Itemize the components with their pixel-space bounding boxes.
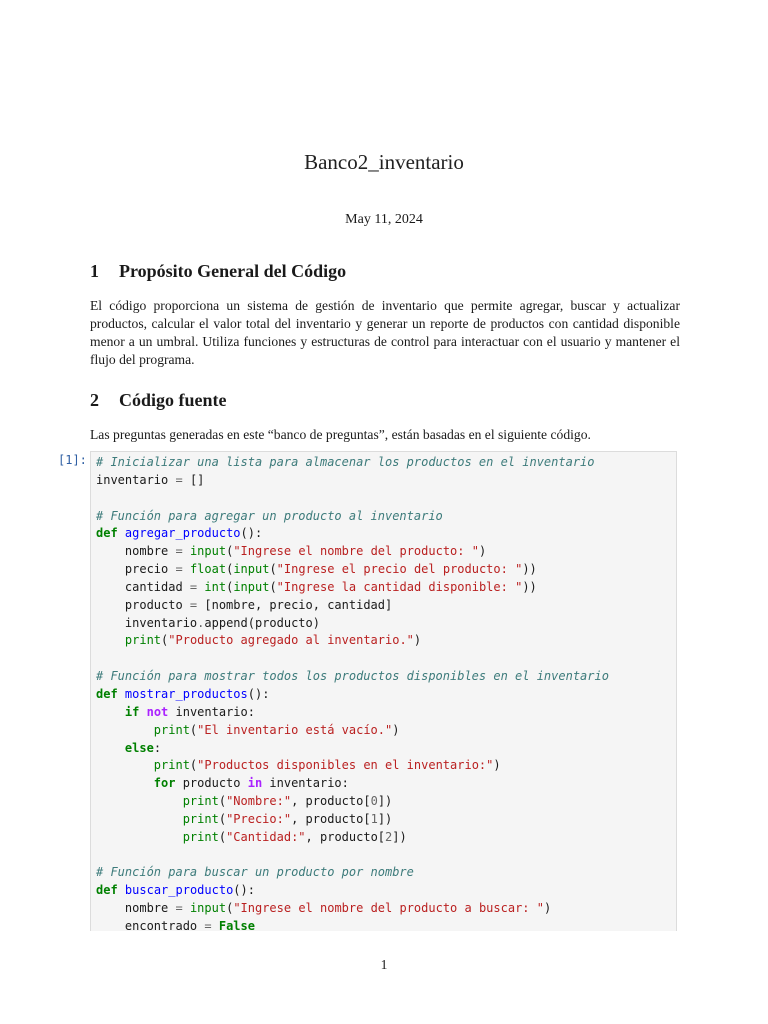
- code-line: [96, 525, 676, 543]
- code-cell[interactable]: [90, 451, 677, 931]
- code-token: "Ingrese el precio del producto: ": [276, 562, 523, 577]
- code-token: float: [189, 562, 227, 577]
- code-token: in: [247, 776, 263, 791]
- code-line: [96, 579, 676, 597]
- code-token: precio: [96, 562, 176, 577]
- section-number: 2: [90, 390, 99, 410]
- section-title: Código fuente: [119, 390, 227, 410]
- code-token: print: [182, 829, 219, 844]
- code-token: , producto[: [291, 794, 371, 809]
- code-token: (: [226, 562, 234, 577]
- code-token: print: [124, 633, 162, 648]
- code-line: [96, 900, 676, 918]
- code-line: [96, 668, 676, 686]
- code-token: input: [189, 901, 227, 916]
- code-token: , producto[: [305, 829, 386, 844]
- code-token: (: [269, 562, 277, 577]
- code-token: # Inicializar una lista para almacenar los productos en el inventario: [96, 455, 595, 469]
- code-token: =: [175, 544, 183, 559]
- code-token: [96, 758, 154, 772]
- code-token: [118, 526, 125, 540]
- document-title: Banco2_inventario: [304, 150, 464, 174]
- code-token: , producto[: [291, 811, 371, 826]
- code-line: [96, 793, 676, 811]
- code-token: ]): [377, 811, 393, 826]
- page-number: 1: [380, 957, 388, 972]
- code-token: [118, 687, 125, 701]
- code-token: for: [153, 776, 176, 791]
- code-token: inventario: [96, 615, 198, 630]
- code-line: [96, 811, 676, 829]
- code-token: ): [392, 722, 400, 737]
- code-token: [139, 705, 146, 719]
- code-token: ]): [392, 829, 407, 844]
- code-token: [96, 633, 125, 647]
- code-token: ): [413, 633, 422, 648]
- code-token: "Precio:": [226, 811, 292, 826]
- code-token: encontrado: [96, 918, 205, 931]
- code-token: ():: [247, 686, 270, 701]
- code-token: (: [269, 579, 277, 594]
- code-token: if: [124, 704, 140, 719]
- code-token: [212, 919, 219, 931]
- code-line: [96, 740, 676, 758]
- code-token: ]): [377, 794, 393, 809]
- code-token: input: [233, 562, 270, 577]
- code-token: agregar_producto: [124, 526, 241, 541]
- code-token: input: [233, 579, 270, 594]
- code-token: (: [161, 633, 169, 648]
- code-token: =: [189, 579, 198, 594]
- section-title: Propósito General del Código: [119, 261, 347, 281]
- code-token: [183, 901, 190, 915]
- code-token: (: [226, 544, 234, 559]
- code-token: =: [189, 597, 198, 612]
- code-token: "Ingrese el nombre del producto: ": [233, 544, 479, 559]
- code-line: [96, 882, 676, 900]
- code-token: not: [146, 704, 169, 719]
- code-token: print: [182, 811, 219, 826]
- code-token: (: [218, 811, 227, 826]
- code-token: =: [175, 901, 183, 916]
- code-token: buscar_producto: [124, 883, 234, 898]
- code-token: )): [522, 562, 537, 577]
- code-token: inventario: [96, 472, 176, 487]
- code-token: "Nombre:": [226, 794, 292, 809]
- code-token: def: [96, 883, 118, 898]
- code-line: [96, 490, 676, 508]
- code-token: ): [543, 901, 552, 916]
- code-token: cantidad: [96, 579, 190, 594]
- code-line: [96, 722, 676, 740]
- code-token: [96, 794, 183, 808]
- code-token: inventario:: [168, 704, 255, 719]
- code-token: 0: [370, 794, 378, 809]
- code-line: [96, 615, 676, 633]
- code-line: [96, 650, 676, 668]
- code-token: print: [153, 722, 190, 737]
- code-token: "Cantidad:": [226, 829, 306, 844]
- code-line: [96, 508, 676, 526]
- code-token: =: [175, 562, 183, 577]
- code-line: [96, 686, 676, 704]
- code-line: [96, 775, 676, 793]
- code-token: [96, 705, 125, 719]
- code-token: nombre: [96, 544, 176, 559]
- code-token: 2: [385, 829, 393, 844]
- code-token: mostrar_productos: [124, 686, 248, 701]
- code-line: [96, 829, 676, 847]
- code-line: [96, 454, 676, 472]
- code-token: else: [124, 740, 154, 755]
- code-token: [183, 544, 190, 558]
- code-token: input: [189, 544, 227, 559]
- code-token: "Ingrese el nombre del producto a buscar: ": [233, 901, 544, 916]
- code-token: append(producto): [204, 615, 320, 630]
- code-line: [96, 757, 676, 775]
- code-token: .: [197, 615, 205, 630]
- code-token: [96, 776, 154, 790]
- code-token: [96, 830, 183, 844]
- code-line: [96, 918, 676, 931]
- code-token: (: [189, 758, 198, 773]
- code-token: # Función para mostrar todos los productos disponibles en el inventario: [96, 669, 609, 684]
- code-token: [118, 883, 125, 897]
- code-token: [96, 741, 125, 755]
- code-token: # Función para buscar un producto por nombre: [96, 865, 414, 880]
- code-token: (: [189, 722, 198, 737]
- code-line: [96, 472, 676, 490]
- section-heading-2: [90, 390, 680, 411]
- code-token: ): [478, 544, 487, 559]
- code-token: (: [218, 829, 227, 844]
- code-line: [96, 847, 676, 865]
- code-token: ): [493, 758, 501, 773]
- code-token: [183, 562, 190, 576]
- code-line: [96, 561, 676, 579]
- code-token: ():: [240, 526, 263, 541]
- code-token: print: [153, 758, 190, 773]
- code-token: "Productos disponibles en el inventario:": [197, 758, 494, 773]
- code-line: [96, 632, 676, 650]
- code-token: "Ingrese la cantidad disponible: ": [276, 579, 523, 594]
- code-token: print: [182, 794, 219, 809]
- code-token: inventario:: [262, 776, 349, 791]
- code-token: [96, 723, 154, 737]
- code-block: [91, 452, 676, 931]
- code-line: [96, 864, 676, 882]
- code-token: producto: [96, 597, 190, 612]
- code-token: def: [96, 686, 118, 701]
- code-token: (: [226, 579, 234, 594]
- section-number: 1: [90, 261, 99, 281]
- code-line: [96, 543, 676, 561]
- code-token: # Función para agregar un producto al inventario: [96, 508, 443, 523]
- cell-prompt: [1]:: [58, 453, 87, 467]
- section-1-paragraph: El código proporciona un sistema de gestión de inventario que permite agregar, buscar y actualizar productos, calcular el valor total del inventario y generar un reporte de productos con cantidad disponible menor a un umbral. Utiliza funciones y estructuras de control para interactuar con el usuario y mantener el flujo del programa.: [90, 298, 680, 367]
- code-token: =: [204, 918, 212, 931]
- code-token: []: [182, 472, 205, 487]
- section-heading-1: [90, 261, 680, 282]
- code-token: (: [218, 794, 227, 809]
- code-token: (: [226, 901, 234, 916]
- code-token: False: [218, 918, 255, 931]
- code-line: [96, 597, 676, 615]
- code-token: "El inventario está vacío.": [197, 722, 393, 737]
- code-token: nombre: [96, 901, 176, 916]
- code-token: [nombre, precio, cantidad]: [197, 597, 393, 612]
- code-token: "Producto agregado al inventario.": [168, 633, 414, 648]
- code-token: 1: [370, 811, 378, 826]
- code-token: =: [175, 472, 183, 487]
- code-line: [96, 704, 676, 722]
- code-token: ():: [233, 883, 255, 898]
- document-date: May 11, 2024: [345, 212, 423, 227]
- code-token: [96, 812, 183, 826]
- code-token: producto: [175, 776, 248, 791]
- code-token: )): [522, 579, 537, 594]
- code-token: int: [204, 579, 227, 594]
- section-2-paragraph: Las preguntas generadas en este “banco de preguntas”, están basadas en el siguiente código.: [90, 427, 591, 442]
- code-token: :: [153, 740, 162, 755]
- code-token: def: [96, 526, 118, 541]
